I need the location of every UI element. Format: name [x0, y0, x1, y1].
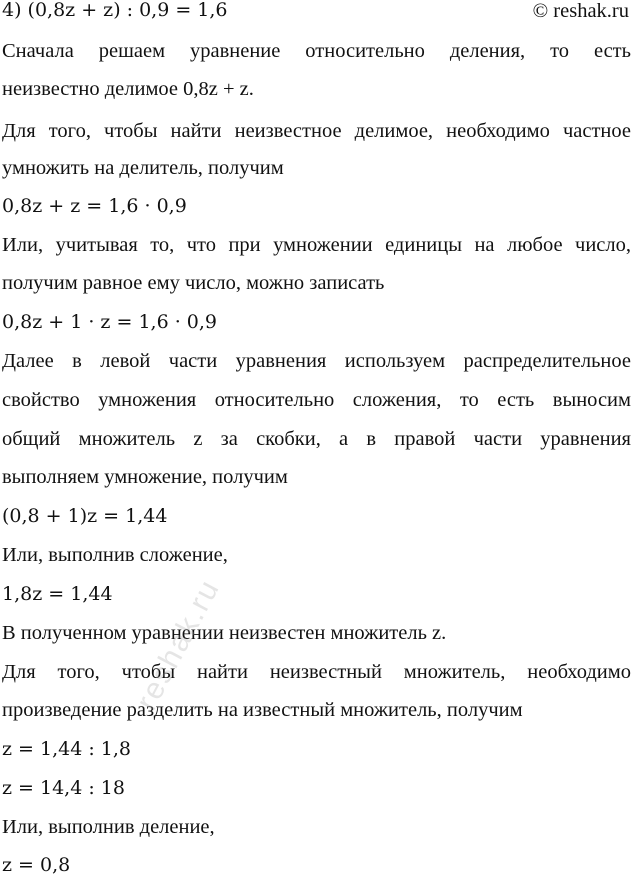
text-line: Или, выполнив сложение, [2, 544, 228, 566]
text-line: Для того, чтобы найти неизвестное делимое, необходимо частное [2, 120, 631, 142]
equation: 1,8z = 1,44 [2, 583, 113, 605]
text-line: Сначала решаем уравнение относительно деления, то есть [2, 40, 631, 62]
equation: z = 14,4 : 18 [2, 777, 125, 799]
text-line: Далее в левой части уравнения используем распределительное [2, 350, 631, 372]
watermark: reshak.ru [130, 573, 227, 716]
equation: 0,8z + 1 · z = 1,6 · 0,9 [2, 311, 217, 333]
equation: (0,8 + 1)z = 1,44 [2, 505, 168, 527]
text-line: Или, выполнив деление, [2, 816, 215, 838]
text-line: Или, учитывая то, что при умножении единицы на любое число, [2, 234, 631, 256]
text-line: свойство умножения относительно сложения, то есть выносим [2, 389, 631, 411]
text-line: общий множитель z за скобки, а в правой части уравнения [2, 428, 631, 450]
text-line: получим равное ему число, можно записать [2, 272, 385, 294]
text-line: Для того, чтобы найти неизвестный множитель, необходимо [2, 661, 631, 683]
problem-statement: 4) (0,8z + z) : 0,9 = 1,6 [2, 0, 228, 21]
text-line: В полученном уравнении неизвестен множитель z. [2, 622, 447, 644]
equation: 0,8z + z = 1,6 · 0,9 [2, 195, 187, 217]
text-line: умножить на делитель, получим [2, 157, 284, 179]
text-line: выполняем умножение, получим [2, 466, 288, 488]
equation: z = 1,44 : 1,8 [2, 738, 132, 760]
equation: z = 0,8 [2, 854, 71, 876]
text-line: неизвестно делимое 0,8z + z. [2, 78, 254, 100]
text-line: произведение разделить на известный множитель, получим [2, 699, 523, 721]
copyright-notice: © reshak.ru [532, 0, 629, 22]
